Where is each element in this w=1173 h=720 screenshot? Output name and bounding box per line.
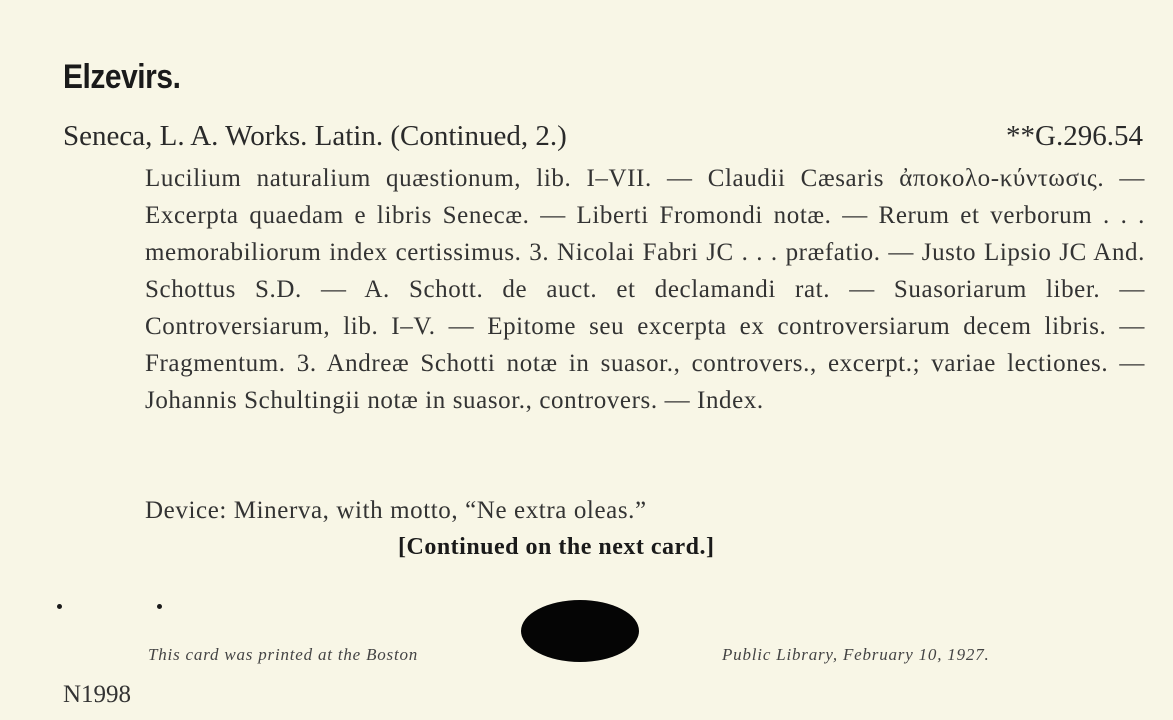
entry-line	[63, 120, 1143, 153]
punch-dot-left	[57, 604, 62, 609]
call-number: **G.296.54	[1006, 120, 1143, 152]
contents-note	[145, 160, 1145, 419]
printer-note-left: This card was printed at the Boston	[148, 645, 419, 664]
contents-text: Lucilium naturalium quæstionum, lib. I–VII. — Claudii Cæsaris ἀποκολο-κύντωσις. — Excerpta quaedam e libris Senecæ. — Liberti Fromondi notæ. — Rerum et verborum . . . memorabiliorum index certissimus. 3. Nicolai Fabri JC . . . præfatio. — Justo Lipsio JC And. Schottus S.D. — A. Schott. de auct. et declamandi rat. — Suasoriarum liber. — Controversiarum, lib. I–V. — Epitome seu excerpta ex controversiarum decem libris. — Fragmentum. 3. Andreæ Schotti notæ in suasor., controvers., excerpt.; variae lectiones. — Johannis Schultingii notæ in suasor., controvers. — Index.	[145, 165, 1145, 414]
continued-note: [Continued on the next card.]	[398, 534, 715, 560]
ink-blot	[521, 600, 639, 662]
card-heading: Elzevirs.	[63, 58, 181, 96]
accession-number: N1998	[63, 681, 132, 708]
punch-dot-right	[157, 604, 162, 609]
author-title: Seneca, L. A. Works. Latin. (Continued, 2.)	[63, 120, 567, 152]
printer-note-right: Public Library, February 10, 1927.	[722, 645, 990, 664]
device-note: Device: Minerva, with motto, “Ne extra oleas.”	[145, 497, 647, 524]
